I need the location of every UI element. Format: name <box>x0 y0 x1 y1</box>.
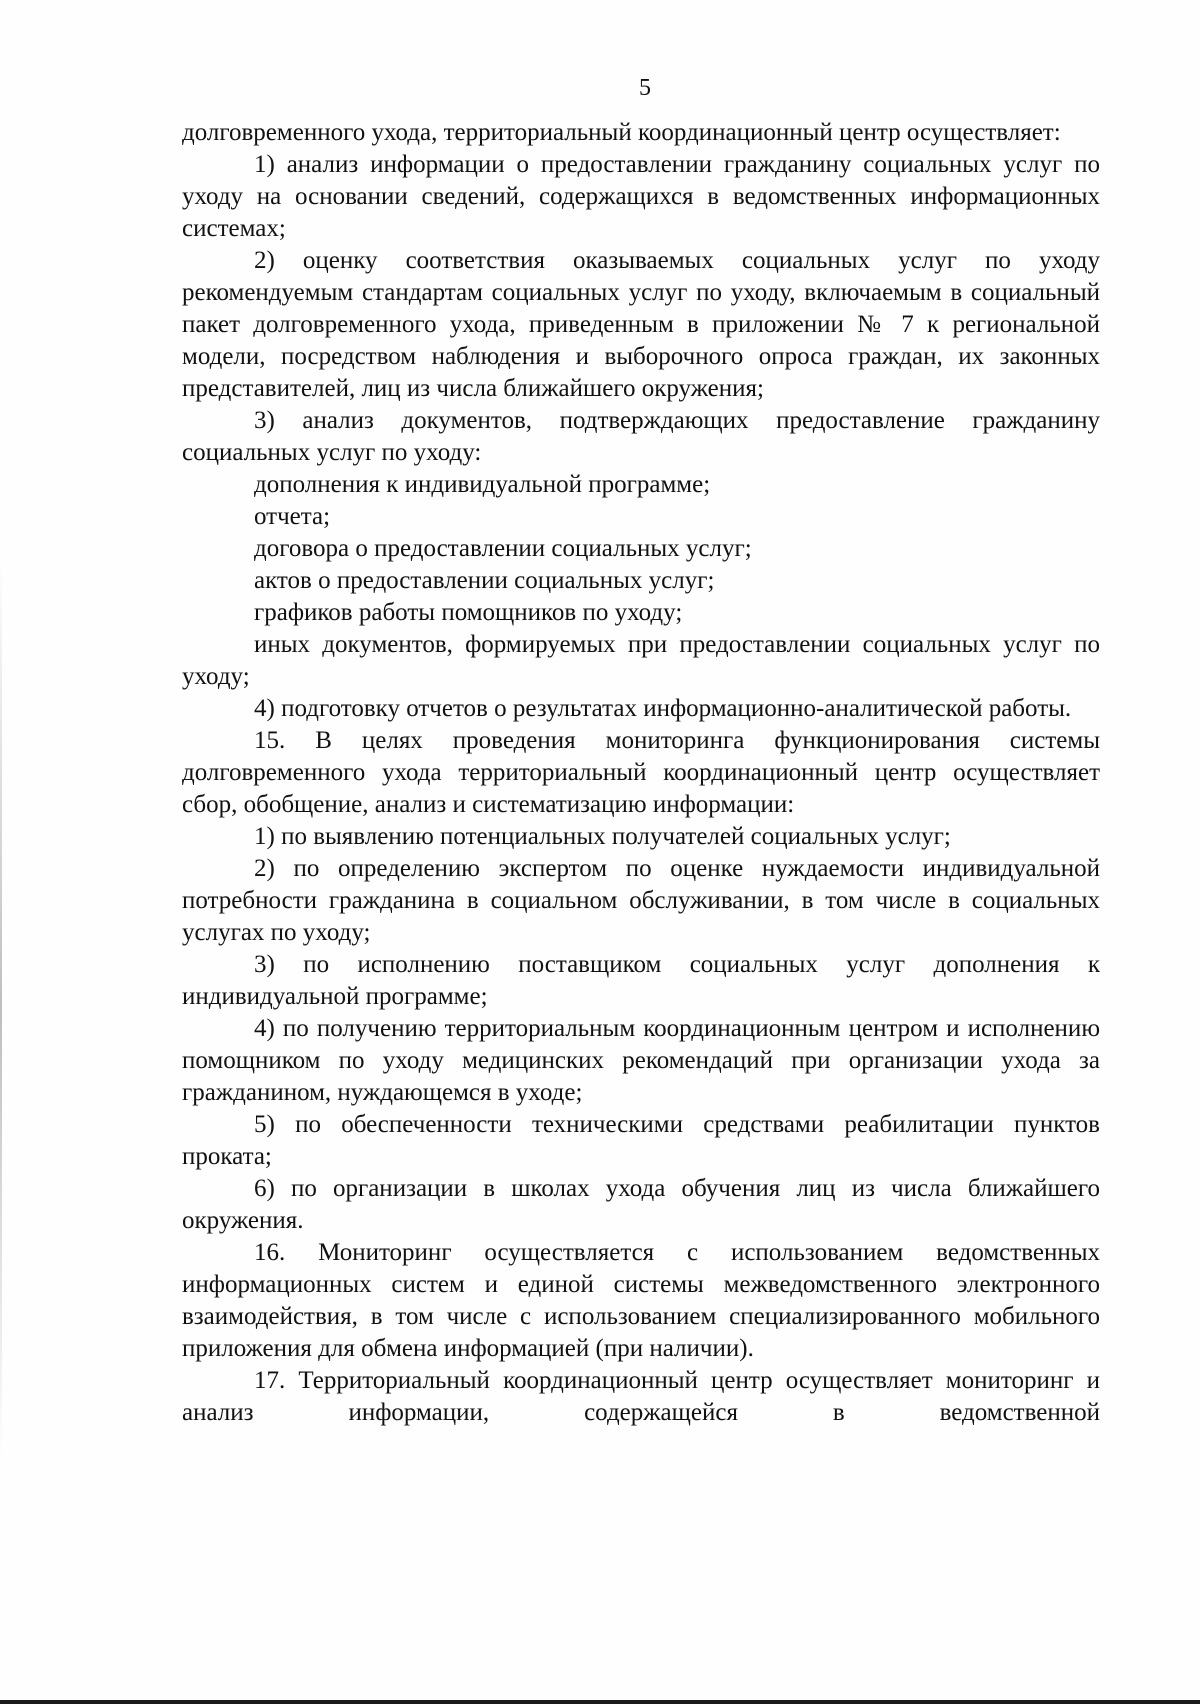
list-item: дополнения к индивидуальной программе; <box>254 471 711 498</box>
paragraph-15-item-1: 1) по выявлению потенциальных получателей социальных услуг; <box>254 823 951 850</box>
paragraph-section-16: 16. Мониторинг осуществляется с использованием ведомственных информационных систем и единой системы межведомственного электронного взаимодействия, в том числе с использованием специализированного мобильного приложения для обмена информацией (при наличии). <box>182 1239 1100 1362</box>
paragraph-15-item-6: 6) по организации в школах ухода обучения лиц из числа ближайшего окружения. <box>182 1175 1100 1234</box>
paragraph-15-item-4: 4) по получению территориальным координационным центром и исполнению помощником по уходу медицинских рекомендаций при организации ухода за гражданином, нуждающемся в уходе; <box>182 1015 1100 1106</box>
list-item: графиков работы помощников по уходу; <box>254 599 683 626</box>
document-body <box>182 117 1100 1429</box>
paragraph-15-item-2: 2) по определению экспертом по оценке нуждаемости индивидуальной потребности гражданина в социальном обслуживании, в том числе в социальных услугах по уходу; <box>182 855 1100 946</box>
list-item: иных документов, формируемых при предоставлении социальных услуг по уходу; <box>182 631 1100 690</box>
list-item: актов о предоставлении социальных услуг; <box>254 567 715 594</box>
list-item: договора о предоставлении социальных услуг; <box>254 535 752 562</box>
paragraph-item-1: 1) анализ информации о предоставлении гражданину социальных услуг по уходу на основании сведений, содержащихся в ведомственных информационных системах; <box>182 151 1100 242</box>
scan-bottom-border <box>0 1700 1200 1704</box>
paragraph-section-15: 15. В целях проведения мониторинга функционирования системы долговременного ухода территориальный координационный центр осуществляет сбор, обобщение, анализ и систематизацию информации: <box>182 727 1100 818</box>
page-number: 5 <box>639 75 651 101</box>
paragraph-15-item-5: 5) по обеспеченности техническими средствами реабилитации пунктов проката; <box>182 1111 1100 1170</box>
paragraph-15-item-3: 3) по исполнению поставщиком социальных услуг дополнения к индивидуальной программе; <box>182 951 1100 1010</box>
paragraph-item-4: 4) подготовку отчетов о результатах информационно-аналитической работы. <box>254 695 1072 722</box>
paragraph-item-3: 3) анализ документов, подтверждающих предоставление гражданину социальных услуг по уходу: <box>182 407 1100 466</box>
paragraph-item-2: 2) оценку соответствия оказываемых социальных услуг по уходу рекомендуемым стандартам социальных услуг по уходу, включаемым в социальный пакет долговременного ухода, приведенным в приложении № 7 к региональной модели, посредством наблюдения и выборочного опроса граждан, их законных представителей, лиц из числа ближайшего окружения; <box>182 247 1100 402</box>
list-item: отчета; <box>254 503 331 530</box>
scan-edge-shadow <box>0 560 2 1460</box>
paragraph-continuation: долговременного ухода, территориальный координационный центр осуществляет: <box>182 119 1061 146</box>
paragraph-section-17: 17. Территориальный координационный центр осуществляет мониторинг и анализ информации, содержащейся в ведомственной <box>182 1367 1100 1426</box>
